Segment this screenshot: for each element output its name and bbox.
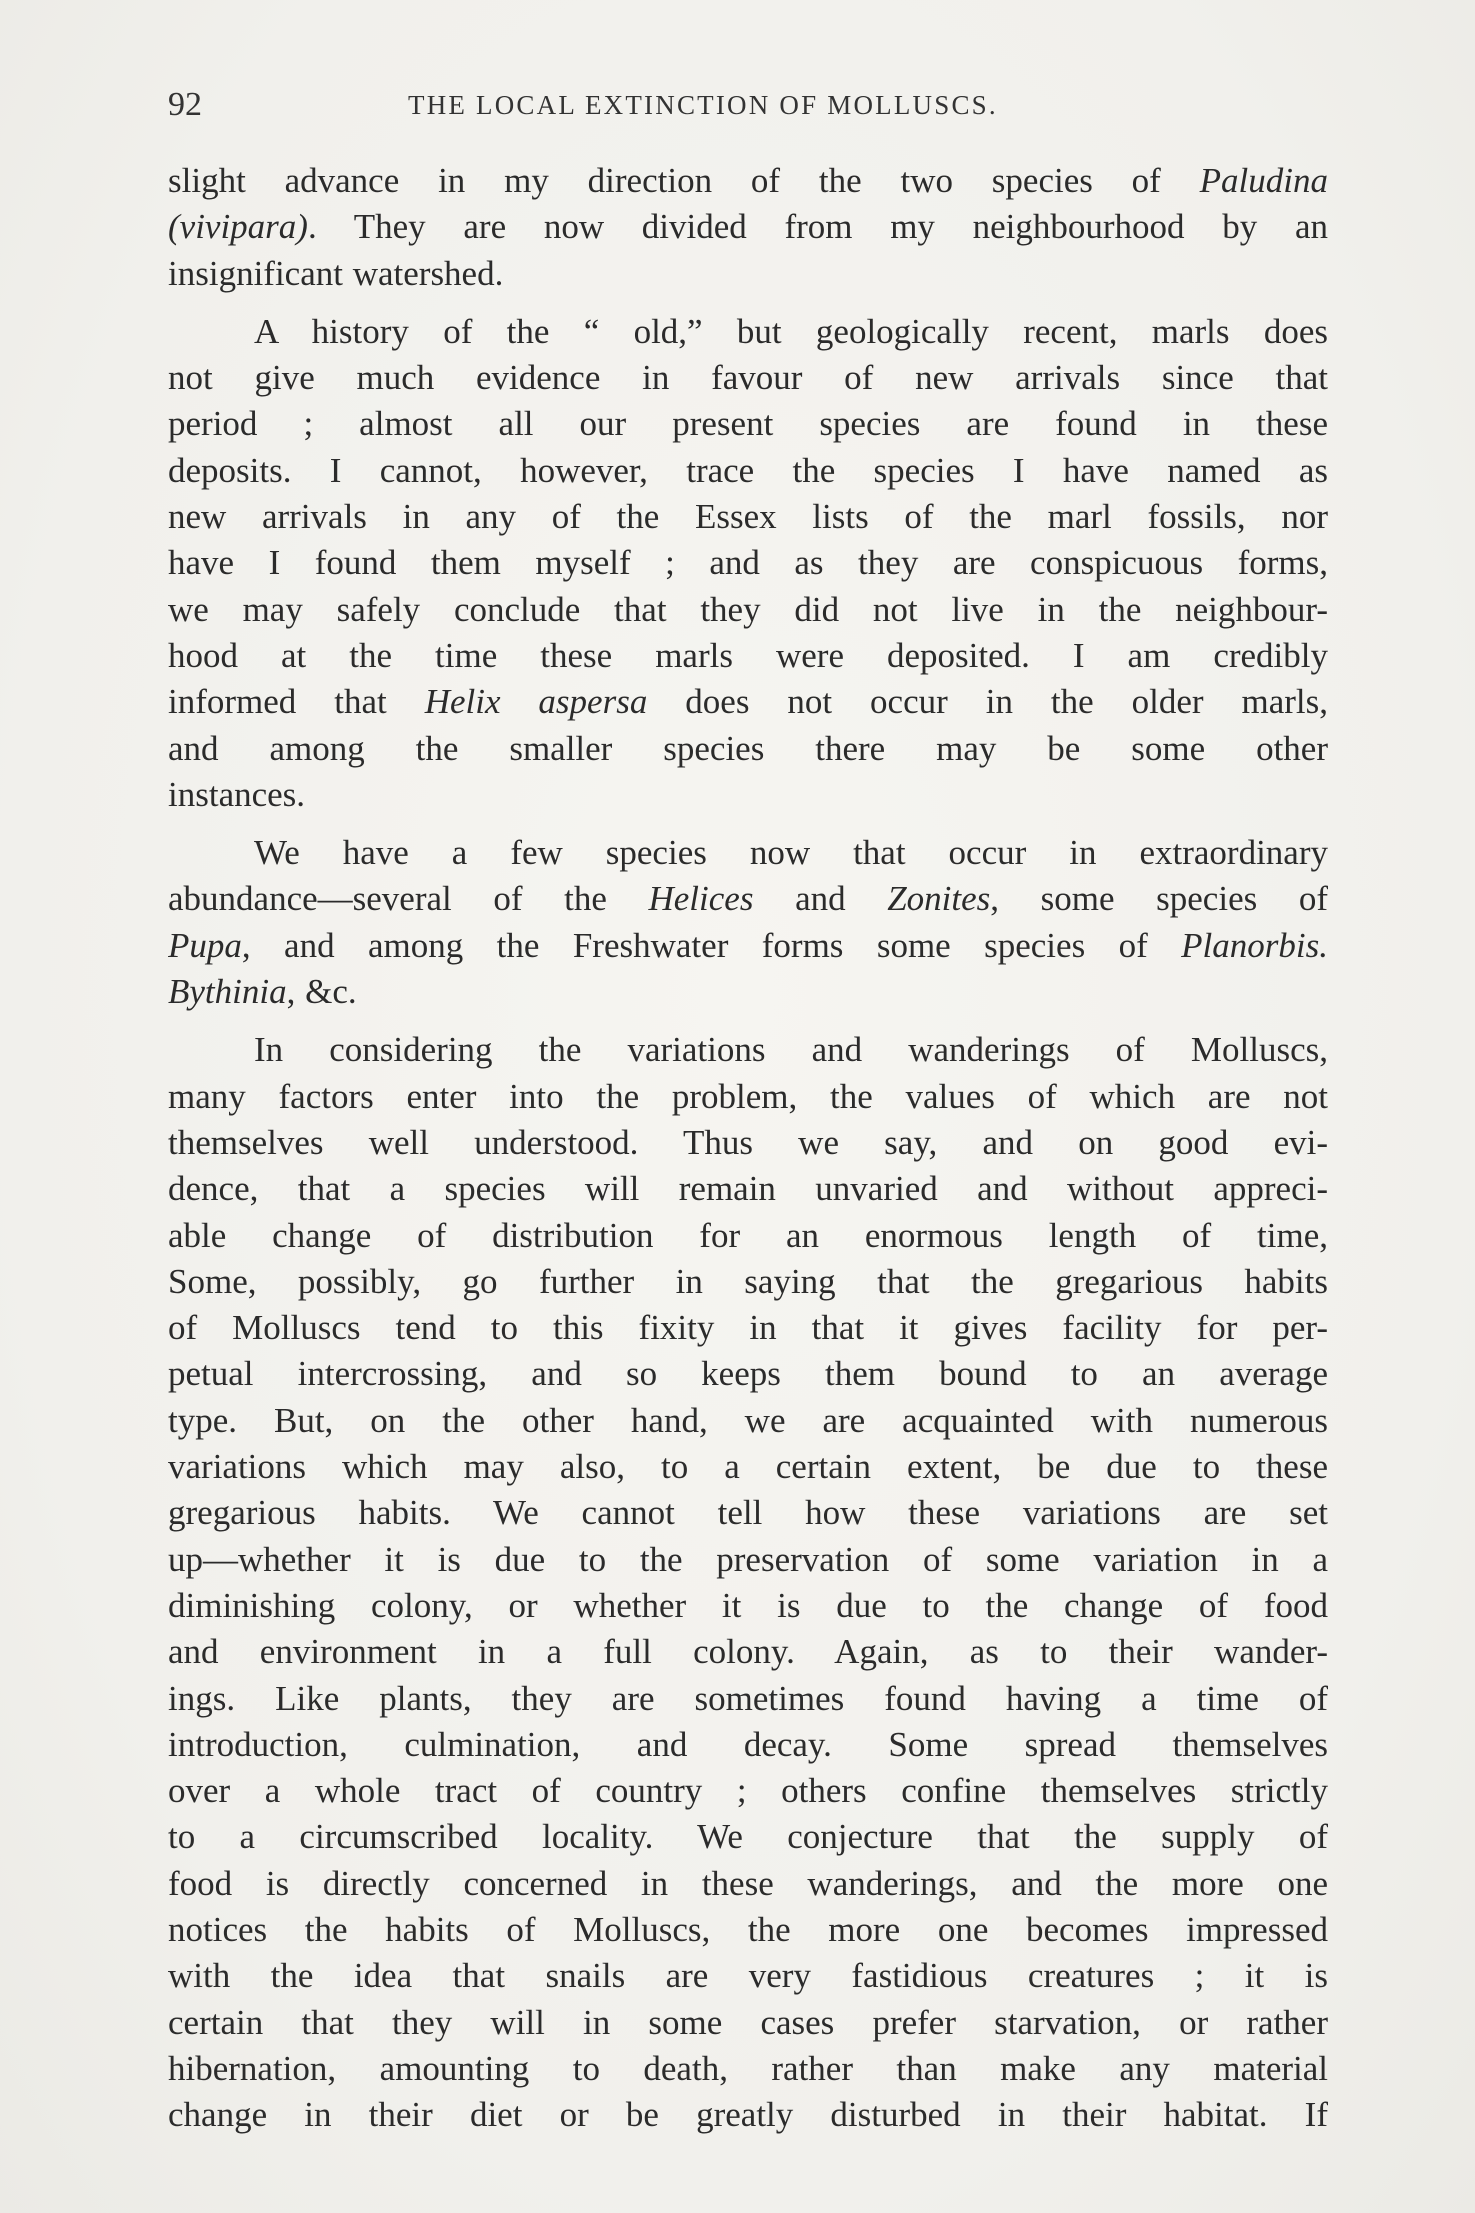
text-run: with the idea that snails are very fastidious creatures ; it is [168,1956,1328,1996]
text-line [168,772,1328,818]
text-run: change in their diet or be greatly disturbed in their habitat. If [168,2095,1328,2135]
body-text [168,158,1328,2138]
text-run: slight advance in my direction of the two species of [168,161,1200,200]
text-run: themselves well understood. Thus we say, and on good evi- [168,1122,1328,1162]
text-line [168,1305,1328,1351]
text-line [168,633,1328,679]
text-line [168,1074,1328,1120]
text-run: insignificant watershed. [168,253,504,293]
text-run: up—whether it is due to the preservation of some variation in a [168,1539,1328,1579]
text-run: to a circumscribed locality. We conjecture that the supply of [168,1817,1328,1857]
text-run: ings. Like plants, they are sometimes found having a time of [168,1678,1328,1718]
text-run: introduction, culmination, and decay. Some spread themselves [168,1724,1328,1764]
page-header [168,86,1318,126]
text-line [168,1351,1328,1397]
text-run: hibernation, amounting to death, rather than make any material [168,2048,1328,2088]
text-line [168,1583,1328,1629]
text-run: does not occur in the older marls, [647,682,1328,722]
paragraph [168,158,1328,297]
text-line [168,309,1328,355]
text-run: In considering the variations and wanderings of Molluscs, [254,1030,1328,1070]
text-run: food is directly concerned in these wanderings, and the more one [168,1863,1328,1903]
text-line [168,1259,1328,1305]
text-line [168,1537,1328,1583]
italic-term: Zonites [887,879,991,919]
italic-term: Pupa [168,925,242,965]
text-line [168,1768,1328,1814]
paragraph [168,309,1328,818]
text-run: diminishing colony, or whether it is due to the change of food [168,1585,1328,1625]
text-line [168,355,1328,401]
text-line [168,1213,1328,1259]
text-line [168,1953,1328,1999]
text-run: not give much evidence in favour of new arrivals since that [168,358,1328,398]
italic-term: Paludina [1199,161,1328,200]
text-run: We have a few species now that occur in extraordinary [254,833,1328,873]
text-line [168,923,1328,969]
text-run: A history of the “ old,” but geologically recent, marls does [254,311,1328,351]
text-run: deposits. I cannot, however, trace the species I have named as [168,450,1328,490]
text-line [168,969,1328,1015]
text-run: and [753,879,888,919]
text-run: have I found them myself ; and as they are conspicuous forms, [168,543,1328,583]
text-run: dence, that a species will remain unvaried and without appreci- [168,1169,1328,1209]
text-line [168,251,1328,297]
text-line [168,2046,1328,2092]
text-line [168,1629,1328,1675]
text-line [168,448,1328,494]
text-run: , &c. [286,972,357,1012]
text-line [168,1907,1328,1953]
text-run: over a whole tract of country ; others confine themselves strictly [168,1771,1328,1811]
paragraph [168,830,1328,1015]
text-run: notices the habits of Molluscs, the more one becomes impressed [168,1909,1328,1949]
text-line [168,1676,1328,1722]
text-run: and environment in a full colony. Again, as to their wander- [168,1632,1328,1672]
text-line [168,1722,1328,1768]
text-run: type. But, on the other hand, we are acquainted with numerous [168,1400,1328,1440]
text-run: instances. [168,774,306,814]
text-line [168,1166,1328,1212]
text-run: gregarious habits. We cannot tell how these variations are set [168,1493,1328,1533]
text-line [168,2000,1328,2046]
text-run: of Molluscs tend to this fixity in that it gives facility for per- [168,1308,1328,1348]
italic-term: Helix aspersa [424,682,648,722]
paragraph [168,1027,1328,2138]
text-run: new arrivals in any of the Essex lists of the marl fossils, nor [168,497,1328,537]
text-run: petual intercrossing, and so keeps them bound to an average [168,1354,1328,1394]
text-line [168,540,1328,586]
text-line [168,1398,1328,1444]
text-line [168,726,1328,772]
text-line [168,1027,1328,1073]
text-run: . They are now divided from my neighbourhood by an [307,207,1328,247]
text-line [168,204,1328,250]
text-line [168,401,1328,447]
text-run: able change of distribution for an enormous length of time, [168,1215,1328,1255]
text-line [168,876,1328,922]
page-number: 92 [168,86,202,123]
text-run: many factors enter into the problem, the values of which are not [168,1076,1328,1116]
italic-term: Helices [648,879,754,919]
text-line [168,2092,1328,2138]
text-run: period ; almost all our present species are found in these [168,404,1328,444]
text-run: , some species of [990,879,1328,919]
text-line [168,494,1328,540]
text-line [168,1861,1328,1907]
italic-term: Bythinia [168,972,287,1012]
italic-term: (vivipara) [168,207,308,247]
text-line [168,158,1328,204]
text-run: and among the smaller species there may be some other [168,728,1328,768]
text-line [168,1120,1328,1166]
text-line [168,1814,1328,1860]
text-line [168,1490,1328,1536]
text-run: variations which may also, to a certain extent, be due to these [168,1447,1328,1487]
text-run: , and among the Freshwater forms some species of [241,925,1182,965]
text-line [168,1444,1328,1490]
text-run: hood at the time these marls were deposited. I am credibly [168,635,1328,675]
text-run: we may safely conclude that they did not live in the neighbour- [168,589,1328,629]
text-run: certain that they will in some cases prefer starvation, or rather [168,2002,1328,2042]
text-run: informed that [168,682,425,722]
text-line [168,587,1328,633]
text-line [168,830,1328,876]
text-line [168,679,1328,725]
italic-term: Planorbis. [1181,925,1328,965]
running-title: THE LOCAL EXTINCTION OF MOLLUSCS. [408,90,998,120]
text-run: Some, possibly, go further in saying that the gregarious habits [168,1261,1328,1301]
text-run: abundance—several of the [168,879,649,919]
